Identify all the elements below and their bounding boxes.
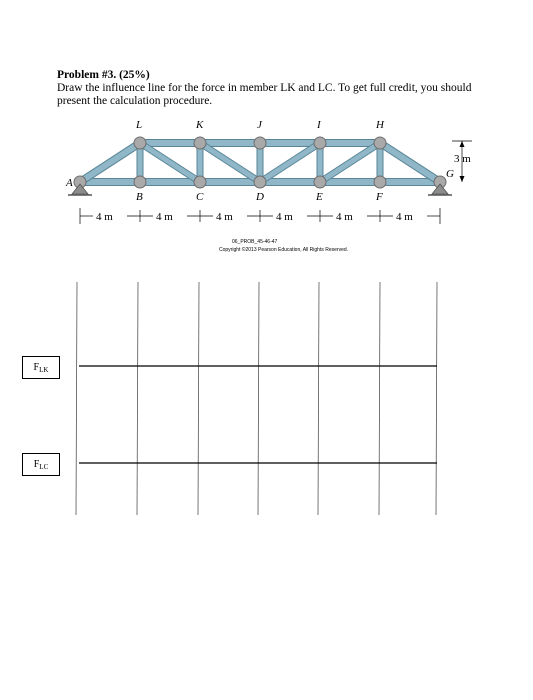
problem-title: Problem #3. (25%): [57, 69, 150, 81]
influence-line-grid: [76, 282, 437, 515]
figure-id: 06_PROB_45-46-47: [232, 239, 278, 245]
joint-label-bottom: A: [66, 177, 73, 189]
joint-label-top: I: [317, 119, 321, 131]
joint-label-bottom: F: [376, 191, 383, 203]
joint-label-top: K: [196, 119, 204, 131]
span-label: 4 m: [276, 211, 293, 223]
joint-label-bottom: G: [446, 168, 454, 180]
problem-instruction: Draw the influence line for the force in member LK and LC. To get full credit, you should present the calculation procedure.: [57, 82, 472, 107]
span-label: 4 m: [216, 211, 233, 223]
row-label-flk: F LK: [22, 356, 60, 379]
joint-label-top: L: [136, 119, 143, 131]
joint-label-top: H: [376, 119, 384, 131]
row-label-flc: F LC: [22, 453, 60, 476]
joint-label-bottom: B: [136, 191, 143, 203]
copyright-note: Copyright ©2013 Pearson Education, All Rights Reserved.: [219, 247, 349, 253]
span-dimension: [80, 208, 440, 224]
joint-label-bottom: C: [196, 191, 204, 203]
height-label: 3 m: [454, 153, 471, 165]
span-label: 4 m: [156, 211, 173, 223]
span-label: 4 m: [336, 211, 353, 223]
span-label: 4 m: [96, 211, 113, 223]
height-dimension: [452, 141, 472, 182]
joint-label-bottom: D: [256, 191, 264, 203]
span-label: 4 m: [396, 211, 413, 223]
joint-label-bottom: E: [316, 191, 323, 203]
joint-label-top: J: [257, 119, 262, 131]
